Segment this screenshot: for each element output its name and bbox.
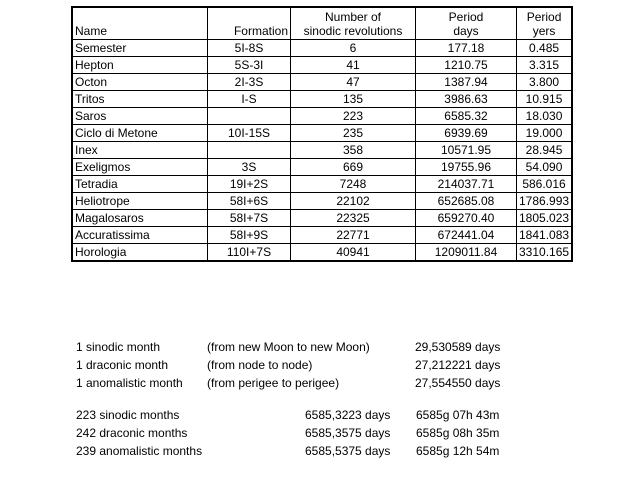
multiple-days: 6585,3223 days — [305, 408, 391, 422]
month-description: (from perigee to perigee) — [207, 376, 340, 390]
table-row — [72, 227, 572, 244]
cell-revolutions: 47 — [291, 74, 416, 91]
eclipse-cycles-table — [71, 6, 573, 262]
cell-days: 1210.75 — [416, 57, 517, 74]
cell-days: 177.18 — [416, 40, 517, 57]
header-row — [72, 7, 572, 40]
header-years — [517, 7, 573, 40]
cell-name: Exeligmos — [72, 159, 208, 176]
month-value: 27,212221 days — [415, 358, 501, 372]
cell-name: Ciclo di Metone — [72, 125, 208, 142]
cell-revolutions: 40941 — [291, 244, 416, 262]
multiple-days: 6585,3575 days — [305, 426, 391, 440]
cell-formation: 3S — [208, 159, 291, 176]
table-row — [72, 108, 572, 125]
cell-days: 19755.96 — [416, 159, 517, 176]
cell-name: Tritos — [72, 91, 208, 108]
cell-years: 3.800 — [517, 74, 573, 91]
multiple-dhm: 6585g 12h 54m — [416, 444, 500, 458]
cell-formation: I-S — [208, 91, 291, 108]
cell-revolutions: 22771 — [291, 227, 416, 244]
cell-years: 28.945 — [517, 142, 573, 159]
header-revolutions — [291, 7, 416, 40]
cell-days: 1387.94 — [416, 74, 517, 91]
cell-revolutions: 235 — [291, 125, 416, 142]
month-name: 1 anomalistic month — [76, 376, 183, 390]
cell-years: 19.000 — [517, 125, 573, 142]
cell-name: Semester — [72, 40, 208, 57]
cell-revolutions: 669 — [291, 159, 416, 176]
header-years-line1: Period — [526, 10, 562, 24]
cell-days: 6939.69 — [416, 125, 517, 142]
eclipse-cycles-table-container — [71, 6, 573, 262]
cell-formation: 58I+6S — [208, 193, 291, 210]
cell-revolutions: 7248 — [291, 176, 416, 193]
cell-name: Accuratissima — [72, 227, 208, 244]
table-row — [72, 244, 572, 262]
table-row — [72, 142, 572, 159]
cell-days: 652685.08 — [416, 193, 517, 210]
cell-revolutions: 22325 — [291, 210, 416, 227]
cell-name: Inex — [72, 142, 208, 159]
cell-formation: 5S-3I — [208, 57, 291, 74]
multiple-name: 223 sinodic months — [76, 408, 180, 422]
header-revolutions-line1: Number of — [324, 10, 382, 24]
header-years-line2: yers — [532, 24, 556, 38]
month-name: 1 sinodic month — [76, 340, 161, 354]
cell-years: 18.030 — [517, 108, 573, 125]
cell-name: Octon — [72, 74, 208, 91]
cell-name: Heliotrope — [72, 193, 208, 210]
table-row — [72, 125, 572, 142]
cell-years: 0.485 — [517, 40, 573, 57]
table-row — [72, 193, 572, 210]
header-days-line2: days — [453, 24, 479, 38]
month-name: 1 draconic month — [76, 358, 169, 372]
cell-formation: 5I-8S — [208, 40, 291, 57]
multiple-name: 239 anomalistic months — [76, 444, 203, 458]
multiple-name: 242 draconic months — [76, 426, 188, 440]
table-body — [72, 40, 572, 262]
table-row — [72, 210, 572, 227]
header-days-line1: Period — [448, 10, 484, 24]
cell-revolutions: 358 — [291, 142, 416, 159]
cell-years: 3.315 — [517, 57, 573, 74]
month-description: (from new Moon to new Moon) — [207, 340, 370, 354]
cell-name: Magalosaros — [72, 210, 208, 227]
month-value: 27,554550 days — [415, 376, 501, 390]
cell-formation: 19I+2S — [208, 176, 291, 193]
cell-days: 6585.32 — [416, 108, 517, 125]
header-formation-label: Formation — [233, 24, 288, 38]
table-row — [72, 40, 572, 57]
cell-days: 672441.04 — [416, 227, 517, 244]
cell-revolutions: 22102 — [291, 193, 416, 210]
multiple-dhm: 6585g 08h 35m — [416, 426, 500, 440]
cell-years: 3310.165 — [517, 244, 573, 262]
cell-name: Tetradia — [72, 176, 208, 193]
header-name-label: Name — [75, 24, 108, 38]
cell-days: 214037.71 — [416, 176, 517, 193]
table-row — [72, 176, 572, 193]
cell-formation: 58I+9S — [208, 227, 291, 244]
cell-formation: 2I-3S — [208, 74, 291, 91]
table-row — [72, 159, 572, 176]
cell-revolutions: 223 — [291, 108, 416, 125]
table-row — [72, 57, 572, 74]
cell-years: 1786.993 — [517, 193, 573, 210]
cell-years: 1841.083 — [517, 227, 573, 244]
cell-formation: 10I-15S — [208, 125, 291, 142]
multiple-days: 6585,5375 days — [305, 444, 391, 458]
header-formation — [208, 7, 291, 40]
cell-years: 1805.023 — [517, 210, 573, 227]
cell-days: 1209011.84 — [416, 244, 517, 262]
cell-formation: 110I+7S — [208, 244, 291, 262]
cell-name: Saros — [72, 108, 208, 125]
header-days — [416, 7, 517, 40]
cell-revolutions: 135 — [291, 91, 416, 108]
cell-revolutions: 6 — [291, 40, 416, 57]
cell-days: 10571.95 — [416, 142, 517, 159]
cell-formation — [208, 142, 291, 159]
cell-formation — [208, 108, 291, 125]
cell-formation: 58I+7S — [208, 210, 291, 227]
cell-name: Hepton — [72, 57, 208, 74]
cell-years: 586.016 — [517, 176, 573, 193]
month-value: 29,530589 days — [415, 340, 501, 354]
cell-name: Horologia — [72, 244, 208, 262]
cell-days: 659270.40 — [416, 210, 517, 227]
table-row — [72, 74, 572, 91]
cell-years: 10.915 — [517, 91, 573, 108]
header-revolutions-line2: sinodic revolutions — [303, 24, 403, 38]
table-header — [72, 7, 572, 40]
table-row — [72, 91, 572, 108]
cell-revolutions: 41 — [291, 57, 416, 74]
cell-days: 3986.63 — [416, 91, 517, 108]
month-description: (from node to node) — [207, 358, 313, 372]
cell-years: 54.090 — [517, 159, 573, 176]
multiple-dhm: 6585g 07h 43m — [416, 408, 500, 422]
header-name — [72, 7, 208, 40]
